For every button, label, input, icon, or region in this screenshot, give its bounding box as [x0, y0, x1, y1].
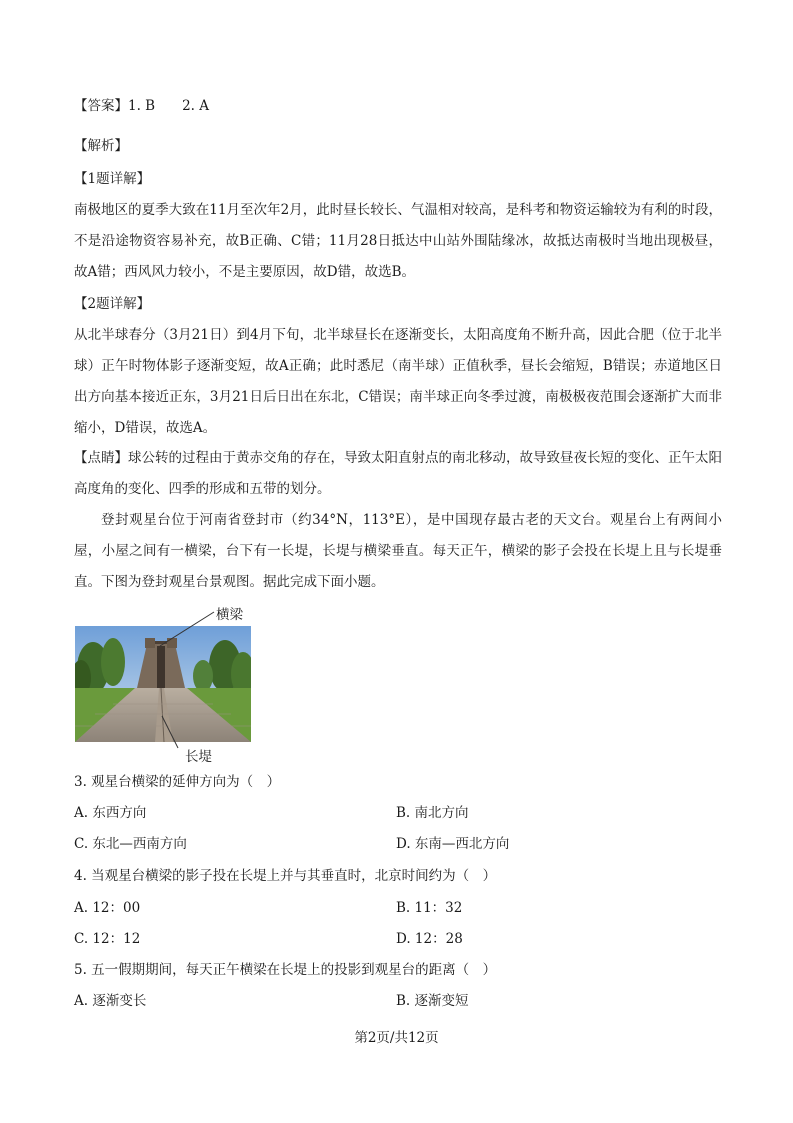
q4-option-b: B. 11：32 [396, 900, 463, 916]
label-beam: 横梁 [216, 607, 243, 623]
q4-option-c: C. 12：12 [74, 931, 141, 947]
q2-heading: 【2题详解】 [74, 296, 151, 312]
q5-option-a: A. 逐渐变长 [74, 993, 147, 1009]
q3-option-b: B. 南北方向 [396, 805, 469, 821]
q5-option-b: B. 逐渐变短 [396, 993, 469, 1009]
label-dike: 长堤 [185, 749, 212, 765]
q3-stem: 3. 观星台横梁的延伸方向为（ ） [74, 774, 281, 790]
q3-option-c: C. 东北—西南方向 [74, 836, 187, 852]
q5-stem: 5. 五一假期期间，每天正午横梁在长堤上的投影到观星台的距离（ ） [74, 962, 497, 978]
q2-explanation: 从北半球春分（3月21日）到4月下旬，北半球昼长在逐渐变长，太阳高度角不断升高，因此合肥（位于北半球）正午时物体影子逐渐变短，故A正确；此时悉尼（南半球）正值秋季，昼长会缩短，B错误；赤道地区日出方向基本接近正东，3月21日后日出在东北，C错误；南半球正向冬季过渡，南极极夜范围会逐渐扩大而非缩小，D错误，故选A。 [74, 327, 722, 436]
page-footer: 第2页/共12页 [354, 1030, 439, 1046]
analysis-heading: 【解析】 [74, 138, 128, 154]
q3-option-d: D. 东南—西北方向 [396, 836, 510, 852]
q1-heading: 【1题详解】 [74, 171, 151, 187]
tip-paragraph: 【点睛】球公转的过程由于黄赤交角的存在，导致太阳直射点的南北移动，故导致昼夜长短的变化、正午太阳高度角的变化、四季的形成和五带的划分。 [74, 450, 722, 497]
q4-option-a: A. 12：00 [74, 900, 141, 916]
answer-line: 【答案】1. B 2. A [74, 98, 210, 114]
q1-explanation: 南极地区的夏季大致在11月至次年2月，此时昼长较长、气温相对较高，是科考和物资运输较为有利的时段，不是沿途物资容易补充，故B正确、C错；11月28日抵达中山站外围陆缘冰，故抵达南极时当地出现极昼，故A错；西风风力较小，不是主要原因，故D错，故选B。 [74, 202, 722, 280]
intro-paragraph: 登封观星台位于河南省登封市（约34°N，113°E），是中国现存最古老的天文台。观星台上有两间小屋，小屋之间有一横梁，台下有一长堤，长堤与横梁垂直。每天正午，横梁的影子会投在长堤上且与长堤垂直。下图为登封观星台景观图。据此完成下面小题。 [74, 512, 722, 590]
observatory-illustration [75, 626, 251, 742]
q3-option-a: A. 东西方向 [74, 805, 147, 821]
q4-stem: 4. 当观星台横梁的影子投在长堤上并与其垂直时，北京时间约为（ ） [74, 868, 497, 884]
q4-option-d: D. 12：28 [396, 931, 463, 947]
observatory-photo [75, 626, 251, 742]
